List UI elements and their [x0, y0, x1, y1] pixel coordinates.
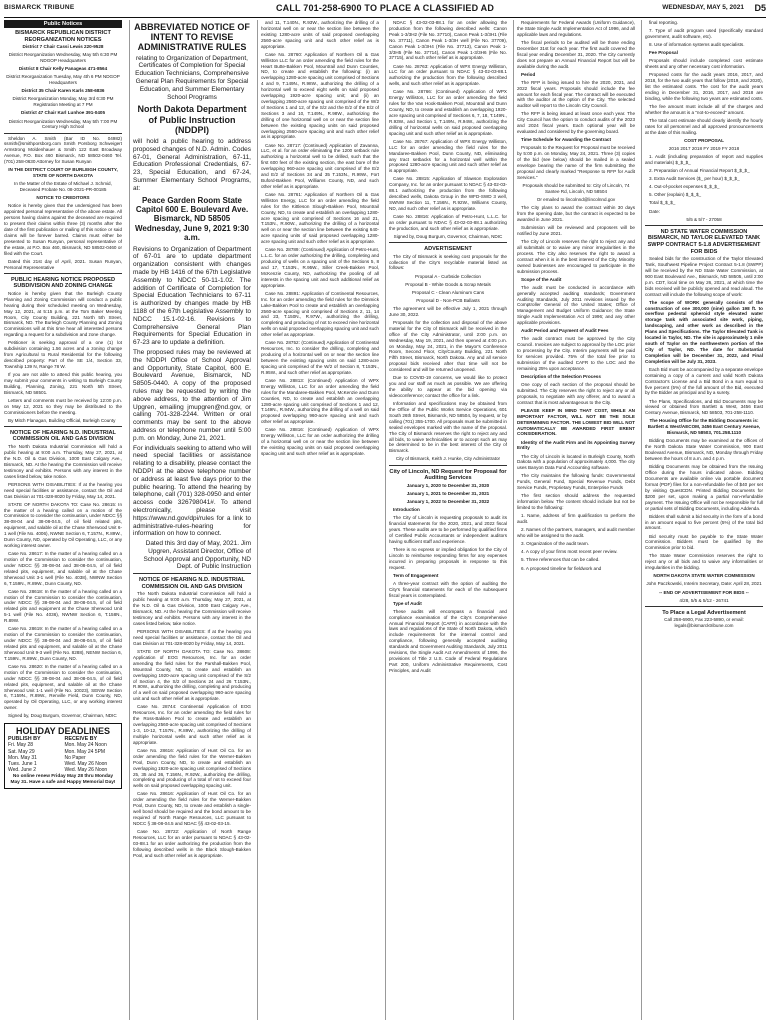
email-line: Or emailed to lincolnnd@lincolnnd.gov [536, 196, 616, 202]
cost-line: 3. Extra Audit Services ($_ per hour) $_$_$_ [649, 176, 740, 182]
rfp-notice [389, 465, 507, 674]
notice-paragraph: PERSONS WITH DISABILITIES: If at the hearing you need special facilities or assistance, contact the Oil and Gas Division at 701-328-8020 by Friday, May 14, 2021. [133, 629, 251, 646]
court-heading: IN THE DISTRICT COURT OF BURLEIGH COUNTY, STATE OF NORTH DAKOTA [8, 167, 118, 179]
column-4 [389, 20, 507, 1020]
reorg-line: District Reorganization Wednesday, May 5th 6:30 PM NDGOP Headquarters [8, 52, 118, 64]
notice-paragraph: The total cost estimate should clearly identify the hourly rates for all personnel and all approved pronouncements at the date of this mailing. [645, 118, 763, 135]
reorg-line: District 47 Chair Karl Lunhoe 391-0405 [21, 110, 105, 116]
notice-paragraph: The Plans, Specifications, and Bid Documents may be viewed or obtained from Bartlett & West, 3456 East Century Avenue, Bismarck, ND 58503, 701-258-1110. [645, 398, 763, 416]
rfp-subheading: Fee Proposal [649, 50, 678, 56]
notice-paragraph: The audit must be conducted in accordance with generally accepted auditing standards; Government Auditing Standards, July 2011 revisions issued by the Comptroller General of the United States; Office of Management and Budget Uniform Guidance; the State Single Audit Implementation Act of 1996; and any other applicable provisions. [517, 284, 635, 326]
notice-paragraph: Proposed costs for the audit years 2016, 2017, and 2018, for the two audit years that follow (2019, and 2020), list the estimated costs. The cost for the audit years ending in December 31, 2016, 2017, and 2018 are binding, while the following two years are estimated costs. [645, 72, 763, 101]
notice-paragraph: By Mitch Flanagan, Building Official, Burleigh County [8, 417, 116, 423]
notice-paragraph: A three-year contract with the option of auditing the City's financial statements for each of the subsequent fiscal years is contemplated. [389, 580, 507, 598]
notice-paragraph: The fiscal periods to be audited will be those ending December 31st for each year. The first audit covered the fiscal year ending December 31, 2020. The City currently does not prepare an Annual Financial Report but will be available during the audit. [517, 39, 635, 69]
notice-paragraph: If you are not able to attend this public hearing, you may submit your comments in writing to Burleigh County Building, Planning, Zoning, 221 North 5th Street, Bismarck, ND 58501. [4, 372, 122, 395]
holiday-cell: Fri. May 28 [8, 742, 34, 749]
issue-date: WEDNESDAY, MAY 5, 2021 [662, 4, 744, 11]
list-item: 8. Use of information systems audit specialists. [649, 42, 745, 48]
cost-line: 5. Other (explain) $_$_$_ [649, 192, 702, 198]
notice-paragraph: Sheldon A. Smith (Bar ID No. 04982) ssmith@smithporsborg.com Smith Porsborg Schweigert Armstrong Moldenhauer & Smith 122 East Broadway Avenue, P.O. Box 460 Bismarck, ND 58502-0460 Tel. (701) 258-0630 Attorney for Susan Runyan [4, 135, 122, 165]
cost-proposal-years: 2016 2017 2018 FY 2019 FY 2018 [668, 146, 740, 151]
notice-paragraph: The City maintains the following funds: Governmental Funds, General Fund, Special Revenue Funds, Debt Service Funds, Proprietary Funds, Enterprise Funds [517, 473, 635, 491]
notice-paragraph: and 11, T.140N., R.93W., authorizing the drilling of a horizontal well on or near the section line between the existing 1280-acre units of said proposed overlapping 2560-acre spacing unit and such other relief as is appropriate. [261, 20, 379, 49]
holiday-cell: Wed. May 26 Noon [64, 767, 108, 774]
notice-paragraph: The scope of WORK generally consists of the construction of one 300,000 (nine) gallon 198 ft. to overflow pedestal spheroid style elevated water storage tank with associated site work, piping, landscaping, and other work as described in the Plans and Specifications. The Taylor Elevated Tank is located in Taylor, ND. The site is approximately 1 mile south of Taylor on the northwestern portion of the City of Taylor, ND. The date for Substantial Completion will be December 31, 2022, and Final Completion will be July 31, 2023. [645, 299, 763, 364]
rfp-subheading: Introduction [393, 506, 420, 512]
cost-line: Total $_$_$_ [649, 200, 676, 206]
notice-paragraph: Case No. 28816: (Continued) Application of WPX Energy Williston, LLC for an order authorizing the drilling of a horizontal well on or near the section line between the existing spacing units on said proposed overlapping spacing unit and such other relief as is appropriate. [261, 427, 379, 456]
notice-paragraph: The RFP is being issued at least once each year. The City Council has the option to conduct audits of the 2023 and 2024 fiscal years. Each optional year will be evaluated and considered by the governing board. [517, 111, 635, 135]
notice-paragraph: The City of Bismarck is seeking cost proposals for the collection of the City's recyclable material listed as follows: [389, 253, 507, 271]
paper-name: BISMARCK TRIBUNE [4, 4, 75, 11]
notice-paragraph: Case No. 28789: (Continued) Application of Petro-Hunt, L.L.C. for an order authorizing the drilling, completing and producing of wells on a spacing unit of the Sections 5, 8 and 17, T.153N., R.95W., Siller Creek-Bakken Pool, McKenzie County, ND, authorizing the pooling of all interests in the spacing unit and such additional relief as appropriate. [261, 247, 379, 288]
probate-notice [4, 133, 122, 271]
column-5 [517, 20, 635, 1020]
notice-paragraph: Bidders shall submit a bid security in the form of a bond in an amount equal to five percent (5%) of the total bid amount. [645, 513, 763, 531]
notice-paragraph: PLEASE KEEP IN MIND THAT COST, WHILE AN IMPORTANT FACTOR, WILL NOT BE THE SOLE DETERMINING FACTOR. THE LOWEST BID WILL NOT AUTOMATICALLY BE AWARDED FIRST ERENT CONSIDERATION. [517, 407, 635, 437]
hearing-heading: NOTICE OF HEARING N.D. INDUSTRIAL COMMISSION OIL AND GAS DIVISION [10, 429, 116, 443]
notice-paragraph: Each Bid must be accompanied by a separate envelope containing a copy of a current and valid North Dakota Contractor's License and a Bid Bond in a sum equal to five percent (5%) of the full amount of the Bid, executed by the Bidder as principal and by a surety. [645, 366, 763, 396]
zoning-notice [4, 273, 122, 424]
list-item: 6. A proposed timeline for fieldwork and [521, 565, 602, 571]
run-dates: 4/28, 5/5 & 5/12 - 26741 [679, 597, 729, 603]
rfp-period: January 1, 2020 to December 31, 2020 [406, 482, 490, 488]
notice-paragraph: Case No. 28617: In the matter of a hearing called on a motion of the Commission to consider the continuation, under NDCC §§ 38-08-04 and 38-08-04.5, of oil field related pits, equipment, and salable oil at the Chase Sherwood Unit 3-1 well (File No. 4038), NWNW Section 6, T.159N., R.89W., Dunn County, ND. [4, 551, 122, 586]
holiday-deadlines-box [4, 723, 122, 789]
notice-paragraph: There is no express or implied obligation for the City of Lincoln to reimburse responding firms for any expenses incurred in preparing proposals in response to this request. [389, 546, 507, 570]
notice-paragraph: Bidding Documents may be examined at the offices of the North Dakota State Water Commission, 900 East Boulevard Avenue, Bismarck, ND, Monday through Friday between the hours of 8 a.m. and 4 p.m. [645, 438, 763, 462]
notice-paragraph: Case No. 28766: (Continued) Application of WPX Energy Williston, LLC for an order amending the field rules for the Van Hook-Bakken Pool, Mountrail and Dunn County, ND, to create and establish an overlapping 1920-acre spacing unit comprised of Sections 6, 7, 18, T.149N., R.93W., and Section 1, T.149N., R.94W., authorizing the drilling of horizontal wells on said proposed overlapping spacing unit and such other relief as is appropriate. [389, 89, 507, 136]
notice-paragraph: Case No. 28752: (Continued) Application of Continental Resources, Inc. to consider the drilling, completing and producing of a horizontal well on or near the section line between the existing spacing units on said 1280-acre spacing unit comprised of the W/2 of Section 8, T.153N., R.95W., and such other relief as appropriate. [261, 340, 379, 375]
rules-notice-agency: North Dakota Department of Public Instruction (NDDPI) [137, 104, 247, 135]
notice-paragraph: Requirements for Federal Awards (Uniform Guidance), the State Single Audit Implementation Act of 1996, and all applicable laws and regulations. [517, 20, 635, 37]
notice-paragraph: PERSONS WITH DISABILITIES: If at the hearing you need special facilities or assistance, contact the Oil and Gas Division at 701-328-8020 by Friday, May 14, 2021. [4, 481, 122, 499]
reorg-line: District Reorganization Wednesday, May 5th 7:00 PM Century High School [8, 118, 118, 130]
place-ad-heading: To Place a Legal Advertisement [662, 609, 746, 616]
rules-notice-intro: will hold a public hearing to address proposed changes of N.D. Admin. Codes 67-01, General Administration, 67-11, Education Professional Credentials, 67-23, Special Education, and 67-24, Summer Elementary School Programs, at: [133, 138, 251, 192]
cost-line: 2. Preparation of Annual Financial Report $_$_$_ [649, 168, 750, 174]
list-item: 7. Type of audit program used (specifically standard government, audit software, etc). [645, 28, 763, 39]
holiday-cell: Wed. May 26 Noon [64, 761, 108, 768]
notice-paragraph: Case No. 28619: In the matter of a hearing called on a motion of the Commission to consider the continuation, under NDCC §§ 38-08-04 and 38-08-04.5, of oil field related pits and equipment, and salable oil at the Chase Sherwood Unit 9-3 well (File No. 8288), NENW Section 6, T.159N., R.89W., Dunn County, ND. [4, 626, 122, 661]
run-dates: 5/5 & 5/7 - 27058 [686, 216, 722, 222]
reorg-line: District 35 Chair Karen Karls 258-6836 [21, 88, 105, 94]
notice-paragraph: One copy of each section of the proposal should be submitted. The City reserves the right to reject any or all proposals, to negotiate with any offerer, and to award a contract that is most advantageous to the City. [517, 382, 635, 405]
rules-notice-location: Peace Garden Room State Capitol 600 E. Boulevard Ave. Bismarck, ND 58505 Wednesday, June 9, 2021 9:30 a.m. [135, 195, 249, 243]
rfp-subheading: Description of the Selection Process [521, 373, 601, 379]
notice-paragraph: Case No. 28813: (Continued) Application of WPX Energy Williston, LLC for an order amending the field rules for the Mandaree-Bakken Pool, McKenzie and Dunn Counties, ND, to create and establish an overlapping 1280-acre spacing unit comprised of Sections 1 and 12, T.149N., R.94W., authorizing the drilling of a well on said proposed overlapping 960-acre spacing unit and such other relief as appropriate. [261, 377, 379, 425]
notice-paragraph: Case No. 28616: Application of Hunt Oil Co. for an order amending the field rules for the Werner-Bakken Pool, Dunn County, ND, to create and establish an overlapping 1920-acre spacing unit comprised of Sections 25, 35 and 36, T.156N., R.92W., authorizing the drilling, completing and producing of a total of not to exceed four wells on said proposed overlapping spacing unit. [133, 747, 251, 789]
rfp-subheading: Scope of the Audit [521, 276, 562, 282]
notice-paragraph: The first section should address the requested information below. The content should include but not be limited to the following: [517, 493, 635, 511]
holiday-cell: Mon. May 24 Noon [64, 742, 107, 749]
proposal-line: Proposal C - Clean Aluminum Cans [411, 289, 485, 295]
holiday-table [8, 736, 118, 773]
column-2 [133, 20, 251, 1020]
rfp-subheading: Type of Audit [393, 600, 422, 606]
notice-paragraph: Bidding Documents may be obtained from the Issuing Office during the hours indicated above. Bidding Documents are available online via portable document format (PDF) files for a non-refundable fee of $40 per set by visiting QuestCDN. Printed Bidding Documents for $200 per set, upon making a partial non-refundable payment. The Issuing Office will not be responsible for full or partial sets of Bidding Documents, including Addenda. [645, 464, 763, 511]
cost-proposal-heading: COST PROPOSAL [684, 137, 724, 143]
notice-paragraph: STATE OF NORTH DAKOTA TO: Case No. 28615: In the matter of a hearing called on a motion of the Commission to consider the continuation, under NDCC §§ 38-08-04 and 38-08-04.5, of oil field related pits, equipment, and salable oil at the Chase Sherwood Unit 6-1 well (File No. 4006), NWNE Section 6, T.157N., R.89W., Dunn County, ND, operated by Oil Operating, LLC, or any working interest owner. [4, 501, 122, 548]
list-item: 2. Names of the partners, managers, and audit member who will be assigned to the audit. [517, 527, 635, 539]
reorg-line: District 8 Chair Kelly Panageas 471-8564 [18, 66, 108, 72]
notice-paragraph: Letters and comments must be received by 12:00 p.m. on May 12, 2021 so they may be distributed to the Commissioners before the meeting. [4, 397, 122, 415]
notice-paragraph: Case No. 28722: Application of North Range Resources, LLC for an order pursuant to NDAC § 43-02-03-88.1 for an order authorizing the production from the following described wells in the Black Slough-Bakken Pool, and such other relief as is appropriate. [133, 829, 251, 858]
holiday-cell: Sat. May 29 [8, 748, 35, 755]
cost-line: 4. Out-of-pocket expenses $_$_$_ [649, 184, 720, 190]
rfp-subheading: Term of Engagement [393, 572, 439, 578]
notice-paragraph: STATE OF NORTH DAKOTA TO: Case No. 28608: Application of EOG Resources, Inc. for an order amending the field rules for the Parshall-Bakken Pool, Mountrail County, ND, to create and establish an overlapping 1920-acre spacing unit comprised of the S/2 of Section 4, the S/2 of Sections 24 and 26 T.153N., R.90W., authorizing the drilling, completing and producing of a well on said proposed overlapping 960-acre spacing unit and such other relief as is appropriate. [133, 649, 251, 702]
zoning-heading: PUBLIC HEARING NOTICE PROPOSED SUBDIVISION AND ZONING CHANGE [10, 276, 116, 290]
rules-notice-body: The proposed rules may be reviewed at the NDDPI Office of School Approval and Opportunity, State Capitol, 600 E. Boulevard Avenue, Bismarck, ND 58505-0440. A copy of the proposed rules may be requested by writing the above address, to the attention of Jim Upgren, emailing jmupgren@nd.gov, or calling 701-328-2244. Written or oral comments may be sent to the above address or telephone number until 5:00 p.m. on Monday, June 21, 2021. [133, 348, 251, 442]
notice-paragraph: Submission will be reviewed and proposers will be notified by June 2021. [517, 224, 635, 236]
rules-notice-title: ABBREVIATED NOTICE OF INTENT TO REVISE ADMINISTRATIVE RULES [134, 22, 250, 53]
list-item: 3. Organization of the audit team. [521, 541, 589, 547]
rules-notice-signature: Dated this 3rd day of May, 2021. Jim Upgren, Assistant Director, Office of School Approval and Opportunity, ND Dept. of Public Instruction [143, 540, 251, 571]
notice-paragraph: Case No. 28744: Continental Application of EOG Resources, Inc. for an order amending the field rules for the Ross-Bakken Pool to create and establish an overlapping 2560-acre spacing unit comprised of Sections 1-3, 10-12, T.157N., R.89W., authorizing the drilling of multiple horizontal wells and such other relief as is appropriate. [133, 704, 251, 745]
notice-paragraph: Petitioner is seeking approval of a one (1) lot subdivision containing 1.56 acres and a zoning change from Agricultural to Rural Residential for the following described property: Part of the SE 1/4, Section 33, Township 139 N, Range 78 W. [4, 340, 122, 369]
legal-notices-page [4, 20, 766, 1020]
place-ad-contact: Call 258-6900, Fax 223-5890, or email: legals@bismarcktribune.com [664, 617, 744, 629]
notice-paragraph: Case No. 28620: In the matter of a hearing called on a motion of the Commission to consider the continuation, under NDCC §§ 38-08-04 and 38-08-04.5, of oil field related pits, equipment, and salable oil at the Chase Sherwood Unit 1-1 well (File No. 10023), SENW Section 6, T.159N., R.89W., Renville Field, Dunn County, ND, operated by Oil Operating, LLC, or any working interest owner. [4, 663, 122, 711]
signature-line: John Paczkowski, Interim Secretary, Date: April 28, 2021 [646, 581, 762, 587]
notice-paragraph: The City plans to award the contract within 30 days from the opening date, but the contract is expected to be awarded in June 2021. [517, 205, 635, 222]
notice-paragraph: Proposals should include completed cost estimate sheets and any other necessary cost information. [645, 58, 763, 70]
rfp-subheading: Period [521, 71, 536, 77]
notice-paragraph: Due to COVID-19 concerns, we would like to protect you and our staff as much as possible. We are offering the ability to appear at the bid opening via videoconference; contact the office for a link. [389, 375, 507, 398]
notice-paragraph: Case No. 28618: In the matter of a hearing called on a motion of the Commission to consider the continuation, under NDCC §§ 38-08-04 and 38-08-04.5, of oil field related pits and equipment at the Chase Sherwood Unit 5-1 well (File No. 4036), NWNW Section 6, T.158N., R.89W. [4, 588, 122, 624]
notice-paragraph: Case No. 28616: Application of Hunt Oil Co. for an order amending the field rules for the Werner-Bakken Pool, Dunn County, ND, to create and establish a single-well bond should be required and the bond amount to be required of North Range Resources, LLC pursuant to NDCC § 38-08-04.5 and NDAC §§ 43-02-03-15. [133, 791, 251, 826]
place-legal-ad [645, 606, 763, 629]
hearing-notice [133, 573, 251, 858]
notice-paragraph: Proposals for the collection and disposal of the above material for the City of Bismarck will be received in the office of the City Administrator, until 2:00 p.m. on Wednesday, May 19, 2021, and then opened at 4:00 p.m. on Monday, May 24, 2021, in the Mayor's Conference Room, Second Floor, City/County Building, 221 North Fifth Street, Bismarck, North Dakota. Any and all service proposal bids received after that time will not be considered and will be returned unopened. [389, 319, 507, 373]
notice-paragraph: NDAC § 43-02-03-88.1 for an order allowing the production from the following described wells: Canon Peak 1-3/3H2 (File No. 37710), Canon Peak 1-3/3H1 (File No. 37711), Canon Peak 1-3/3H well (File No. 37709), Canon Peak 1-3/3H4 (File No. 37713), Canon Peak 1-3/3H5 (File No. 37714), Canon Peak 1-3/3H6 (File No. 37715), and such other relief as is appropriate. [389, 20, 507, 61]
signature-line: NORTH DAKOTA STATE WATER COMMISSION [653, 573, 755, 579]
signature-line: Signed by, Doug Burgum, Governor, Chairman, NDIC [393, 233, 503, 239]
holiday-note: No online renew Friday May 28 thru Monday May 31. Have a safe and Happy Memorial Day! [10, 774, 116, 786]
hearing-notice [4, 426, 122, 719]
column-rule [129, 20, 130, 1020]
notice-paragraph: Signed by, Doug Burgum, Governor, Chairman, NDIC [8, 713, 117, 719]
rfp-subheading: Audit Period and Payment of Audit Fees [521, 328, 609, 334]
notice-paragraph: Case No. 28763: Application of WPX Energy Williston, LLC for an order pursuant to NDAC § 43-02-03-88.1 authorizing the production from the following described wells, and such other relief as is appropriate. [389, 63, 507, 87]
notice-paragraph: Case No. 28761: Application of Northern Oil & Gas Williston Energy, LLC for an order amending the field rules for the Kittleson Slough-Bakken Pool, Mountrail County, ND, to create and establish an overlapping 1280-acre spacing unit comprised of Sections 16 and 21, T.153N., R.90W., authorizing the drilling of a horizontal well on or near the section line between the existing 640-acre spacing units of said proposed overlapping 1280-acre spacing unit and such other relief as is appropriate. [261, 191, 379, 245]
estate-caption: In the Matter of the Estate of Michael J. Schmid, Deceased Probate No. 08-2021-PR-00185 [14, 181, 112, 193]
advertisement-notice [389, 242, 507, 462]
section-header-public-notices: Public Notices [4, 20, 122, 28]
reorg-line: District Reorganization Tuesday, May 4th 6 PM NDGOP Headquarters [6, 74, 120, 86]
notice-paragraph: Case No. 28815: Application of Slawson Exploration Company, Inc. for an order pursuant to NDAC § 43-02-03-88.1 authorizing the production from the following described wells, Dakota Group in the WFD-SWD 3 well, SWNW Section 11, T.156N., R.92W., Williams County, ND, and such other relief as is appropriate. [389, 176, 507, 211]
column-rule [385, 20, 386, 1020]
notice-paragraph: The fee amount must include all of the charges and whether the amount is a "not-to-exceed" amount. [645, 104, 763, 115]
masthead [4, 3, 766, 18]
list-item: 4. A copy of your firms most recent peer review. [521, 549, 618, 555]
advertisement-heading: ADVERTISEMENT [424, 246, 472, 253]
list-item: final reporting. [649, 20, 679, 25]
bid-heading: ND STATE WATER COMMISSION BISMARCK, ND TAYLOR ELEVATED TANK SWPP CONTRACT 5-1.8 ADVERTISEMENT FOR BIDS [647, 228, 761, 255]
holiday-title: HOLIDAY DEADLINES [15, 726, 111, 737]
notice-paragraph: Bid security must be payable to the State Water Commission. Bidders must be qualified by the Commission prior to bid. [645, 533, 763, 551]
notice-paragraph: Dated this 21st day of April, 2021. Susan Runyan, Personal Representative [4, 258, 122, 270]
notice-paragraph: The agreement will be effective July 1, 2021 through June 30, 2022. [389, 305, 507, 317]
rfp-period: January 1, 2021 to December 31, 2021 [406, 490, 490, 496]
holiday-cell: No Paper [64, 754, 86, 761]
rules-notice [133, 22, 251, 571]
reorg-line: District Reorganization Monday, May 3rd 6:30 PM Registration Meeting at 7 PM [12, 96, 114, 108]
holiday-cell: Mon. May 24 5PM [64, 748, 106, 755]
proposal-line: Proposal D - Non-PCB Ballasts [416, 297, 480, 303]
notice-paragraph: Case No. 28891: Application of Continental Resources, Inc. for an order amending the field rules for the Dimmick Lake-Bakken Pool to create and establish an overlapping 2560-acre spacing unit comprised of Sections 2, 11, 14 and 23, T.150N., R.97W., authorizing the drilling, completing and producing of not to exceed nine horizontal wells on said proposed overlapping spacing unit and such other relief as appropriate. [261, 290, 379, 338]
hearing-heading: NOTICE OF HEARING N.D. INDUSTRIAL COMMISSION OIL AND GAS DIVISION [139, 577, 245, 590]
notice-paragraph: These audits will encompass a financial and compliance examination of the City's Comprehensive Annual Financial Report (CAFR) in accordance with the laws and regulations of the State of North Dakota, which include requirements for the internal control and compliance, following generally accepted auditing standards and Government Auditing Standards, July 2011 revisions, the Single Audit Act Amendments of 1996, the provisions of Title 2 U.S. Code of Federal Regulations Part 200, Uniform Administrative Requirements, Cost Principles, and Audit [389, 608, 507, 673]
notice-paragraph: The State Water Commission reserves the right to reject any or all bids and to waive any informalities or irregularities in the bidding. [645, 553, 763, 571]
holiday-cell: Mon. May 31 [8, 754, 37, 761]
holiday-col-header: PUBLISH BY [8, 736, 41, 743]
address-line: Proposals should be submitted to: City of Lincoln, 74 Santee Rd, Lincoln, ND 58504 [522, 182, 630, 194]
date-line: Date: [649, 208, 660, 214]
column-3 [261, 20, 379, 1020]
holiday-cell: Wed. June 2 [8, 767, 36, 774]
reorg-line: District 7 Chair Cassi Lewis 220-9528 [22, 44, 104, 50]
issuing-office: The Housing Office for the Bidding Documents is: Bartlett & West/AECOM, 3456 East Century Avenue, Bismarck, ND 58503, 701.258.1110 [647, 418, 761, 436]
list-item: 5. Three references that can be called. [521, 557, 600, 563]
classified-phone-banner: CALL 701-258-6900 TO PLACE A CLASSIFIED AD [275, 3, 495, 13]
notice-paragraph: The City of Lincoln is requesting proposals to audit its financial statements for the 2020, 2021, and 2022 fiscal years. These audits are to be performed by qualified firms of Certified Public Accountants or independent auditors having sufficient staff and experience. [389, 515, 507, 544]
notice-paragraph: The North Dakota Industrial Commission will hold a public hearing at 9:00 a.m. Thursday, May 27, 2021, at the N.D. Oil & Gas Division, 1000 East Calgary Ave., Bismarck, ND. At the hearing the Commission will receive testimony and exhibits. Persons with any interest in the cases listed below, take notice. [4, 444, 122, 479]
notice-paragraph: Case No. 28760: Application of Northern Oil & Gas Williston LLC for an order amending the field rules for the Heart Butte-Bakken Pool, Mountrail and Dunn Counties, ND, to create and establish the following: (i) an overlapping 1280-acre spacing unit comprised of Sections 4 and 9, T.149N., R.98W., authorizing the drilling of a horizontal well to exceed eight wells on said proposed overlapping 1920-acre spacing unit; and (ii) an overlapping 2560-acre spacing unit comprised of the W/2 of Sections 1 and 12, of the S/2 and the E/2 of the E/2 of Sections 3 and 10, T.149N., R.98W., authorizing the drilling of one horizontal well on or near the section line between the existing spacing units on said proposed overlapping 2560-acre spacing unit and such other relief as is appropriate. [261, 51, 379, 140]
end-marker: -- END OF ADVERTISEMENT FOR BIDS -- [659, 589, 749, 595]
proposal-line: Proposal B - White Goods & Scrap Metals [405, 281, 491, 287]
bid-notice [645, 225, 763, 604]
proposal-line: Proposal A - Curbside Collection [415, 273, 481, 279]
column-rule [257, 20, 258, 1020]
holiday-cell: Tues. June 1 [8, 761, 37, 768]
rfp-heading: City of Lincoln, ND Request for Proposal for Auditing Services [389, 468, 507, 482]
notice-paragraph: Case No. 28816: Application of Petro-Hunt, L.L.C. for an order pursuant to NDAC § 43-02-03-88.1 authorizing the production, and such other relief as is appropriate. [389, 214, 507, 231]
rfp-period: January 1, 2022 to December 31, 2022 [406, 498, 490, 504]
column-1 [4, 20, 122, 1020]
column-6 [645, 20, 763, 1020]
reorg-heading: BISMARCK REPUBLICAN DISTRICT REORGANIZATION NOTICES [15, 30, 111, 43]
notice-paragraph: Sealed bids for the construction of the Taylor Elevated Tank, Southwest Pipeline Project Contract 5-1.8 (SWPP) will be received by the ND State Water Commission, at 900 East Boulevard Ave., Bismarck, ND 58505, until 2:00 p.m. CDT, local time on May 26, 2021, at which time the bids received will be publicly opened and read aloud. The contract will include the following scope of work: [645, 256, 763, 297]
notice-paragraph: Case No. 28717: (Continued) Application of Zavanna, LLC, et al. for an order eliminating the 1200 setback rule authorizing a horizontal well to be drilled, such that the first 600 feet of the existing section, the east bore of the overlapping 960-acre spacing unit comprised of the E/2 and E/2 of Sections 34 and 35 T.153N., R.99W., Fort Buford-Bakken Pool, Williams County, ND, and such other relief as is appropriate. [261, 142, 379, 189]
holiday-col-header: RECEIVE BY [64, 736, 98, 743]
rules-notice-body: Revisions to Organization of Department of 67-01 are to update department organization consistent with changes made by HB 1416 of the 67th Legislative Assembly to NDCC 50-11-1.02. The addition of Certificate of Completion for Special Education Technicians to 67-11 is authorized by changes made by HB 1188 of the 67th Legislative Assembly to NDCC 15.1-02-16. Revisions to Comprehensive General Plan Requirements for Special Education in 67-23 are to update a definition. [133, 245, 251, 347]
page-number: D5 [754, 3, 766, 13]
notice-paragraph: Notice is hereby given that the undersigned has been appointed personal representative of the above estate. All persons having claims against the deceased are required to present their claims within three (3) months after the date of the first publication or mailing of this notice or said claims will be forever barred. Claims must either be presented to Susan Runyan, personal representative of the estate, at P.O. Box 460, Bismarck, ND 58502-0460 or filed with the Court. [4, 203, 122, 256]
notice-paragraph: Case No. 28767: Application of WPX Energy Williston, LLC for an order amending the field rules for the Mandaree-Bakken Pool, Dunn County, ND, eliminating any tract setbacks for a horizontal well within the proposed 1280-acre spacing unit and such other relief as is appropriate. [389, 138, 507, 174]
rules-notice-body: For individuals seeking to attend who will need special facilities or assistance relating to a disability, please contact the NDDPI at the above telephone number or address at least five days prior to the public hearing. To attend the hearing by telephone, call (701) 328-0950 and enter access code 326798041#. To attend electronically, please visit https://www.nd.gov/dpi/rules for a link to administrative-rules-hearing for information on how to connect. [133, 444, 251, 538]
notice-paragraph: Proposals to the Request for Proposal must be received by 5:00 p.m. on Monday, May 24, 2021. Three (3) copies of the bid (see below) should be mailed in a sealed envelope bearing the name of the firm submitting the proposal and clearly marked "Response to RFP for Audit Services." [517, 145, 635, 180]
notice-paragraph: Notice is hereby given that the Burleigh County Planning and Zoning Commission will conduct a public hearing during their scheduled meeting on Wednesday, May 12, 2021, at 5:15 p.m. at the Tom Baker Meeting Room, City County Building, 221 North 5th Street, Bismarck, ND. The Burleigh County Planning and Zoning Commissions will at this time hear all interested persons regarding a request for a subdivision and zone change. [4, 290, 122, 338]
cost-line: 1. Audit (including preparation of report and supplies and materials) $_$_$_ [645, 154, 763, 165]
rfp-subheading: Time Schedule for Awarding the Contract [521, 137, 612, 143]
notice-paragraph: The RFP is being issued to hire the 2020, 2021, and 2022 fiscal years. Proposals should include the fee amount for each fiscal year. The contract will be executed with the auditor at the option of the City. The selected auditor will report to the Lincoln City Council. [517, 79, 635, 109]
column-rule [641, 20, 642, 1020]
list-item: 1. Name, address of firm qualification to perform the audit. [517, 513, 635, 525]
column-rule [513, 20, 514, 1020]
signature-line: City of Bismarck, Keith J. Hunke, City Administrator [395, 456, 501, 462]
notice-paragraph: The City of Lincoln reserves the right to reject any and all submittals or to waive any minor irregularities in the process. The City also reserves the right to award a contract when it is in the best interest of the City. Minority owned businesses are encouraged to participate in the submission process. [517, 238, 635, 274]
notice-paragraph: The City of Lincoln is located in Burleigh County, North Dakota with a population of approximately 4,000. The city uses Banyon Data Fund Accounting software. [517, 453, 635, 471]
rfp-subheading: Identity of the Audit Firm and its Appointing Survey Entity [517, 439, 635, 451]
notice-title: NOTICE TO CREDITORS [36, 195, 90, 201]
rules-notice-subtitle: relating to Organization of Department, Certificates of Completion for Special Education Technicians, Comprehensive General Plan Requirements for Special Education, and Summer Elementary School Programs [135, 54, 249, 101]
notice-paragraph: The North Dakota Industrial Commission will hold a public hearing at 9:00 a.m. Thursday, May 27, 2021, at the N.D. Oil & Gas Division, 1000 East Calgary Ave., Bismarck, ND. At the hearing the Commission will receive testimony and exhibits. Persons with any interest in the cases listed below, take notice. [133, 591, 251, 626]
notice-paragraph: Information and specifications may be obtained from the Office of the Public Works Service Operations, 601 South 26th Street, Bismarck, ND 58504, by request, or by calling (701) 355-1700. All proposals must be submitted in sealed envelopes marked with the name of the proposal. The City of Bismarck reserves the right to reject any and all bids, to waive technicalities or to accept such as may be determined to be in the best interest of the City of Bismarck. [389, 401, 507, 454]
notice-paragraph: The audit contract must be approved by the City Council. Invoices are subject to approval by the LOC prior to processing by the City. Interim payments will be paid for services provided. 75% of the total fee prior to submission of the audited CAFR to the LOC and the remaining 25% upon acceptance. [517, 336, 635, 371]
